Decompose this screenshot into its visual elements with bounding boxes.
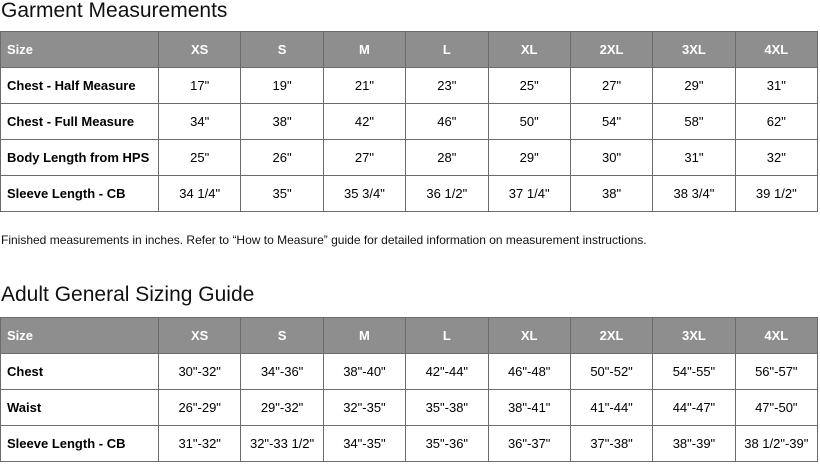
table-cell: 58" <box>653 104 735 140</box>
table-cell: 54" <box>570 104 652 140</box>
size-column-header: XS <box>159 318 241 354</box>
table-row <box>1 104 818 140</box>
table-cell: 35" <box>241 176 323 212</box>
table-row <box>1 354 818 390</box>
table-cell: 54"-55" <box>653 354 735 390</box>
size-column-header: XL <box>488 32 570 68</box>
table-cell: 27" <box>570 68 652 104</box>
row-label: Sleeve Length - CB <box>1 426 159 462</box>
table-cell: 28" <box>406 140 488 176</box>
table-cell: 50" <box>488 104 570 140</box>
table-cell: 50"-52" <box>570 354 652 390</box>
table-cell: 38"-40" <box>323 354 405 390</box>
table-cell: 56"-57" <box>735 354 817 390</box>
size-column-header: 4XL <box>735 32 817 68</box>
table-cell: 31"-32" <box>159 426 241 462</box>
adult-sizing-guide-title: Adult General Sizing Guide <box>1 283 255 306</box>
size-column-header: XS <box>159 32 241 68</box>
table-cell: 46"-48" <box>488 354 570 390</box>
table-cell: 38 3/4" <box>653 176 735 212</box>
table-cell: 37 1/4" <box>488 176 570 212</box>
table-cell: 46" <box>406 104 488 140</box>
row-label: Chest - Full Measure <box>1 104 159 140</box>
table-row <box>1 68 818 104</box>
row-label: Body Length from HPS <box>1 140 159 176</box>
table-cell: 34" <box>159 104 241 140</box>
table-cell: 36"-37" <box>488 426 570 462</box>
table-cell: 62" <box>735 104 817 140</box>
table-row <box>1 140 818 176</box>
table-cell: 37"-38" <box>570 426 652 462</box>
table-cell: 29" <box>488 140 570 176</box>
size-column-header: 3XL <box>653 318 735 354</box>
row-label: Chest <box>1 354 159 390</box>
size-column-header: 3XL <box>653 32 735 68</box>
measurement-note: Finished measurements in inches. Refer to “How to Measure” guide for detailed information on measurement instructions. <box>1 233 647 247</box>
size-column-header: 2XL <box>570 32 652 68</box>
table-cell: 35"-36" <box>406 426 488 462</box>
table-cell: 32"-33 1/2" <box>241 426 323 462</box>
header-row <box>1 32 818 68</box>
table-cell: 39 1/2" <box>735 176 817 212</box>
table-cell: 27" <box>323 140 405 176</box>
row-label: Chest - Half Measure <box>1 68 159 104</box>
table-cell: 29" <box>653 68 735 104</box>
table-cell: 30"-32" <box>159 354 241 390</box>
size-column-header: L <box>406 32 488 68</box>
table-cell: 34 1/4" <box>159 176 241 212</box>
size-column-header: S <box>241 318 323 354</box>
size-column-header: 4XL <box>735 318 817 354</box>
size-column-header: 2XL <box>570 318 652 354</box>
size-column-header: M <box>323 32 405 68</box>
size-header-label: Size <box>1 318 159 354</box>
table-cell: 38"-39" <box>653 426 735 462</box>
table-cell: 25" <box>159 140 241 176</box>
size-column-header: L <box>406 318 488 354</box>
garment-measurements-title: Garment Measurements <box>1 0 228 22</box>
table-cell: 31" <box>653 140 735 176</box>
table-row <box>1 426 818 462</box>
table-cell: 35"-38" <box>406 390 488 426</box>
table-cell: 38"-41" <box>488 390 570 426</box>
table-cell: 44"-47" <box>653 390 735 426</box>
size-column-header: XL <box>488 318 570 354</box>
size-column-header: S <box>241 32 323 68</box>
table-cell: 21" <box>323 68 405 104</box>
table-cell: 23" <box>406 68 488 104</box>
table-cell: 30" <box>570 140 652 176</box>
table-cell: 38 1/2"-39" <box>735 426 817 462</box>
table-row <box>1 176 818 212</box>
header-row <box>1 318 818 354</box>
table-cell: 32" <box>735 140 817 176</box>
table-cell: 42" <box>323 104 405 140</box>
table-cell: 26"-29" <box>159 390 241 426</box>
table-cell: 47"-50" <box>735 390 817 426</box>
table-cell: 17" <box>159 68 241 104</box>
table-cell: 41"-44" <box>570 390 652 426</box>
table-cell: 34"-36" <box>241 354 323 390</box>
table-row <box>1 390 818 426</box>
row-label: Sleeve Length - CB <box>1 176 159 212</box>
table-cell: 25" <box>488 68 570 104</box>
table-cell: 29"-32" <box>241 390 323 426</box>
table-cell: 34"-35" <box>323 426 405 462</box>
table-cell: 32"-35" <box>323 390 405 426</box>
table-cell: 38" <box>241 104 323 140</box>
adult-sizing-guide-table <box>0 317 818 462</box>
table-cell: 35 3/4" <box>323 176 405 212</box>
table-cell: 36 1/2" <box>406 176 488 212</box>
size-header-label: Size <box>1 32 159 68</box>
garment-measurements-table <box>0 31 818 212</box>
size-column-header: M <box>323 318 405 354</box>
row-label: Waist <box>1 390 159 426</box>
table-cell: 38" <box>570 176 652 212</box>
table-cell: 42"-44" <box>406 354 488 390</box>
table-cell: 31" <box>735 68 817 104</box>
table-cell: 26" <box>241 140 323 176</box>
table-cell: 19" <box>241 68 323 104</box>
